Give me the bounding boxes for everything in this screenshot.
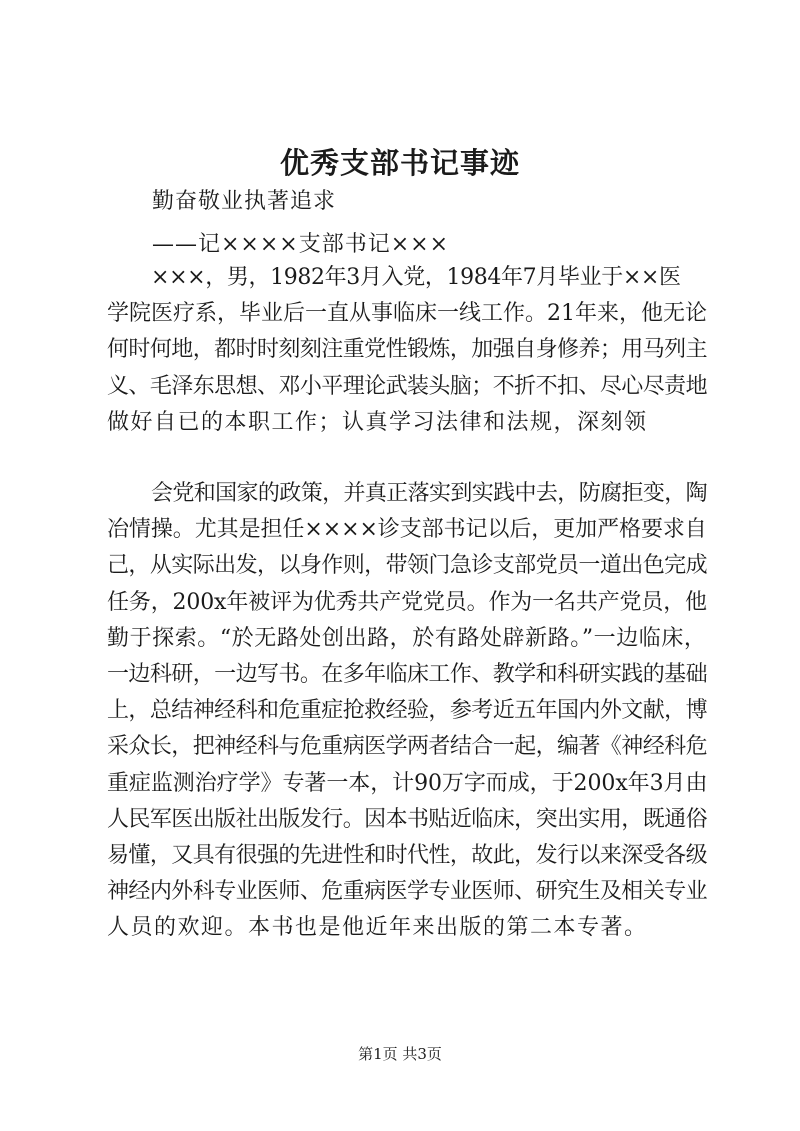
body-line: 学院医疗系，毕业后一直从事临床一线工作。21年来，他无论 — [107, 301, 707, 327]
body-line: 人员的欢迎。本书也是他近年来出版的第二本专著。 — [107, 915, 648, 941]
document-subtitle: 勤奋敬业执著追求 — [152, 189, 337, 214]
body-line: 一边科研，一边写书。在多年临床工作、教学和科研实践的基础 — [107, 662, 708, 687]
body-line: 任务，200x年被评为优秀共产党党员。作为一名共产党员，他 — [107, 589, 707, 615]
document-byline: ——记××××支部书记××× — [152, 232, 450, 257]
body-line: 上，总结神经科和危重症抢救经验，参考近五年国内外文献，博 — [107, 698, 708, 724]
document-title: 优秀支部书记事迹 — [279, 146, 520, 180]
body-line: 冶情操。尤其是担任××××诊支部书记以后，更加严格要求自 — [107, 517, 707, 543]
body-line: 会党和国家的政策，并真正落实到实践中去，防腐拒变，陶 — [151, 481, 708, 506]
body-line: 神经内外科专业医师、危重病医学专业医师、研究生及相关专业 — [107, 879, 708, 905]
body-line: 做好自已的本职工作；认真学习法律和法规，深刻领 — [107, 409, 648, 435]
body-line: 何时何地，都时时刻刻注重党性锻炼，加强自身修养；用马列主 — [107, 337, 708, 363]
body-line: 重症监测治疗学》专著一本，计90万字而成，于200x年3月由 — [107, 770, 708, 796]
body-line: 义、毛泽东思想、邓小平理论武装头脑；不折不扣、尽心尽责地 — [107, 373, 708, 399]
body-line: 易懂，又具有很强的先进性和时代性，故此，发行以来深受各级 — [107, 843, 708, 868]
body-line: ×××，男，1982年3月入党，1984年7月毕业于××医 — [151, 265, 681, 290]
page-footer: 第1页 共3页 — [358, 1045, 442, 1063]
body-line: 己，从实际出发，以身作则，带领门急诊支部党员一道出色完成 — [107, 553, 708, 579]
body-line: 采众长，把神经科与危重病医学两者结合一起，编著《神经科危 — [107, 734, 708, 760]
body-line: 人民军医出版社出版发行。因本书贴近临床，突出实用，既通俗 — [107, 806, 708, 832]
body-line: 勤于探索。“於无路处创出路，於有路处辟新路。”一边临床， — [107, 625, 707, 651]
